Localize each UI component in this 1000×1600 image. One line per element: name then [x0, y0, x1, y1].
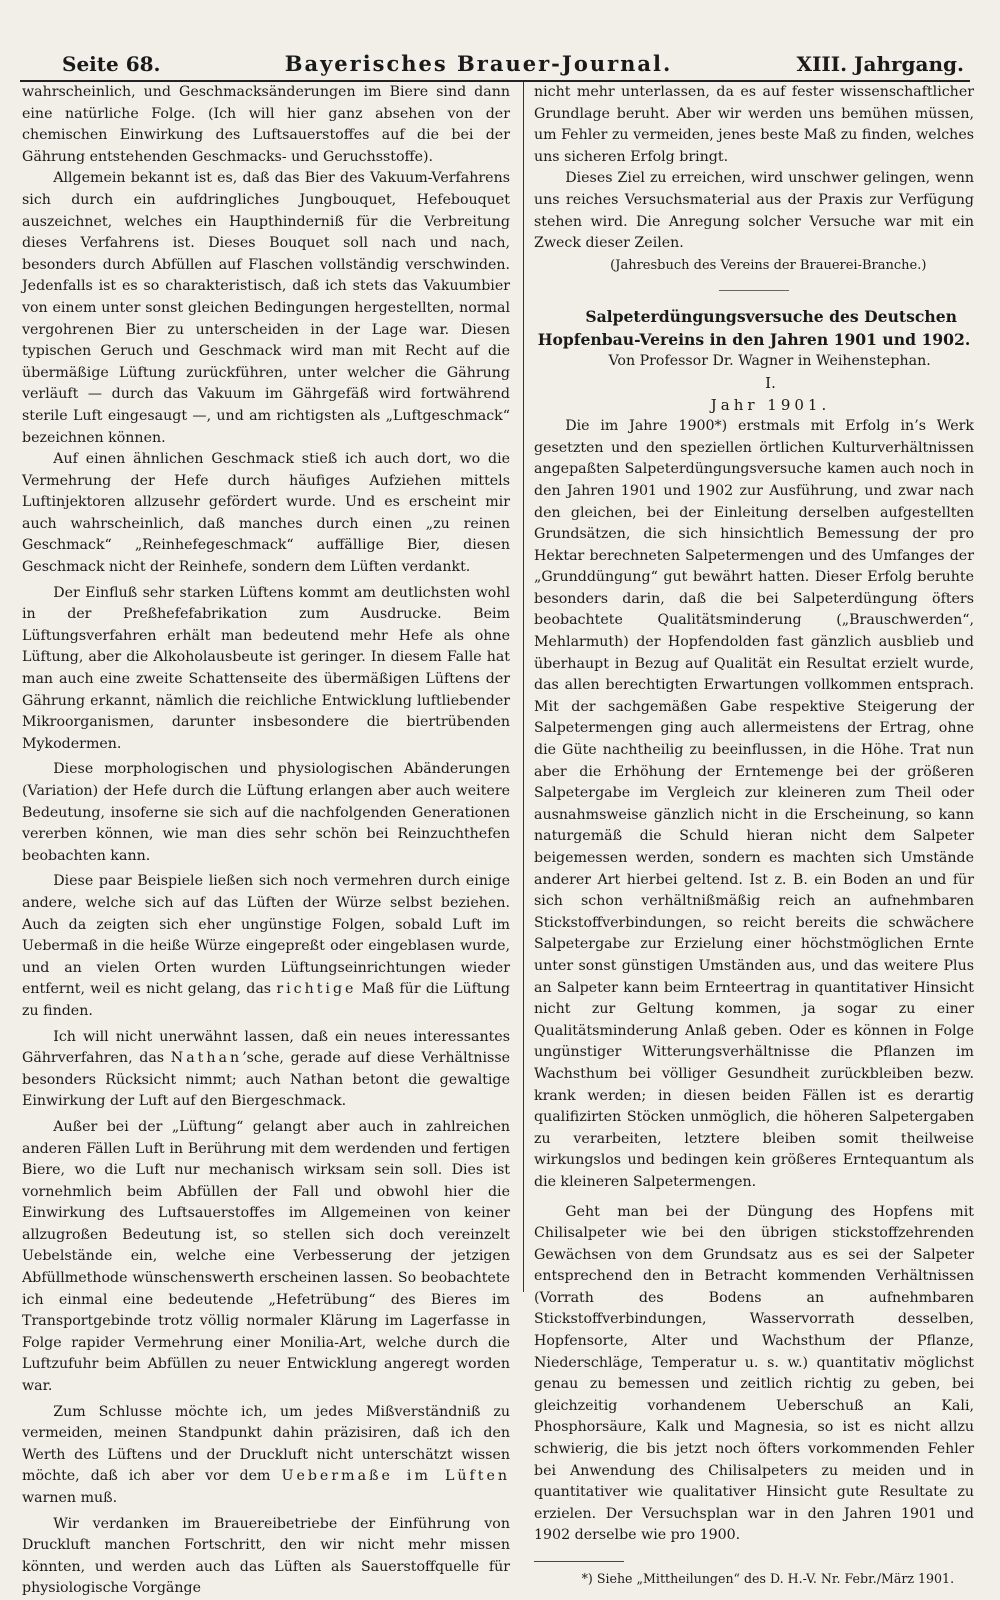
text-run: Zum Schlusse möchte ich, um jedes Mißverständniß zu vermeiden, meinen Standpunkt dahin präzisiren, daß ich den Werth des Lüftens und der Druckluft nicht unterschätzt wissen möchte, daß ich aber vor dem [22, 1403, 510, 1485]
emphasis-text: Nathan [170, 1050, 243, 1067]
paragraph: Wir verdanken im Brauereibetriebe der Einführung von Druckluft manchen Fortschritt, den wir nicht mehr missen könnten, und werden auch das Lüften als Sauerstoffquelle für physiologische Vorgänge [22, 1515, 510, 1597]
right-column [534, 82, 974, 1586]
paragraph: Die im Jahre 1900*) erstmals mit Erfolg in’s Werk gesetzten und den speziellen örtlichen Kulturverhältnissen angepaßten Salpeterdüngungsversuche kamen auch noch in den Jahren 1901 und 1902 zur Ausführung, und zwar nach den gleichen, bei der Einleitung derselben aufgestellten Grundsätzen, die sich hinsichtlich Bemessung der pro Hektar berechneten Salpetermengen und des Umfanges der „Grunddüngung“ gut bewährt hatten. Dieser Erfolg beruhte besonders darin, daß die bei Salpeterdüngung öfters beobachtete Qualitätsminderung („Brauschwerden“, Mehlarmuth) der Hopfendolden fast gänzlich ausblieb und überhaupt in Bezug auf Qualität ein Resultat erzielt wurde, das allen berechtigten Erwartungen vollkommen entsprach. Mit der sachgemäßen Gabe respektive Steigerung der Salpetermengen ging auch allermeistens der Ertrag, ohne die Güte nachtheilig zu beeinflussen, in die Höhe. Trat nun aber die Erhöhung der Erntemenge bei der größeren Salpetergabe im Vergleich zur kleineren zum Theil oder ausnahmsweise gänzlich nicht in die Erscheinung, so kann naturgemäß die Schuld hieran nicht dem Salpeter beigemessen werden, sondern es machten sich Umstände anderer Art hierbei geltend. Ist z. B. ein Boden an und für sich schon verhältnißmäßig reich an aufnehmbaren Stickstoffverbindungen, so reicht bereits die schwächere Salpetergabe zur Erzielung einer höchstmöglichen Ernte unter sonst günstigen Umständen aus, und das weitere Plus an Salpeter kann beim Ernteertrag in quantitativer Hinsicht nicht zur Geltung kommen, ja sogar zu einer Qualitätsminderung Anlaß geben. Oder es können in Folge ungünstiger Witterungsverhältnisse die Pflanzen im Wachsthum bei völliger Gesundheit zurückbleiben bezw. krank werden; in diesen beiden Fällen ist es derartig qualifizirten Stöcken unmöglich, die höheren Salpetergaben zu verarbeiten, letztere bleiben somit theilweise wirkungslos und bedingen kein größeres Erntequantum als die kleineren Salpetermengen. [534, 418, 974, 1190]
text-run: ’sche, gerade auf diese Verhältnisse besonders Rücksicht nimmt; auch Nathan betont die gewaltige Einwirkung der Luft auf den Biergeschmack. [22, 1050, 510, 1110]
text-run: Maß für die Lüftung zu finden. [22, 981, 510, 1019]
column-divider [523, 82, 524, 1292]
section-separator [719, 290, 789, 291]
text-run: Diese paar Beispiele ließen sich noch vermehren durch einige andere, welche sich auf das Lüften der Würze selbst beziehen. Auch da zeigten sich eher ungünstige Folgen, sobald Luft im Uebermaß in die heiße Würze eingepreßt oder eingeblasen wurde, und an vielen Orten wurden Lüftungseinrichtungen wieder entfernt, weil es nicht gelang, das [22, 873, 510, 998]
paragraph [22, 1402, 510, 1510]
section-heading: Jahr 1901. [710, 395, 831, 414]
article-title: Salpeterdüngungsversuche des Deutschen Hopfenbau-Vereins in den Jahren 1901 und 1902. [537, 307, 971, 350]
paragraph: Auf einen ähnlichen Geschmack stieß ich auch dort, wo die Vermehrung der Hefe durch häufiges Aufziehen mittels Luftinjektoren allzusehr gefördert wurde. Und es erscheint mir auch wahrscheinlich, daß manches durch einen „zu reinen Geschmack“ „Reinhefegeschmack“ auffällige Bier, diesen Geschmack nicht der Reinhefe, sondern dem Lüften verdankt. [22, 451, 510, 576]
page-number: Seite 68. [62, 52, 161, 76]
paragraph: Der Einfluß sehr starken Lüftens kommt am deutlichsten wohl in der Preßhefefabrikation zum Ausdrucke. Beim Lüftungsverfahren erhält man bedeutend mehr Hefe als ohne Lüftung, aber die Alkoholausbeute ist geringer. In diesem Falle hat man auch eine zweite Schattenseite des übermäßigen Lüftens der Gährung erkannt, nämlich die reichliche Entwicklung luftliebender Mikroorganismen, darunter insbesondere die biertrübenden Mykodermen. [22, 584, 510, 752]
paragraph: Allgemein bekannt ist es, daß das Bier des Vakuum-Verfahrens sich durch ein aufdringliches Jungbouquet, Hefebouquet auszeichnet, welches ein Haupthinderniß für die Verbreitung dieses Verfahrens ist. Dieses Bouquet soll nach und nach, besonders durch Abfüllen auf Flaschen vollständig verschwinden. Jedenfalls ist es so charakteristisch, daß ich stets das Vakuumbier von einem unter sonst gleichen Bedingungen hergestellten, normal vergohrenen Bier zu unterscheiden in der Lage war. Diesen typischen Geruch und Geschmack wird man mit Recht auf die übermäßige Lüftung zurückführen, unter welcher die Gährung verläuft — durch das Vakuum im Gährgefäß wird fortwährend sterile Luft eingesaugt —, und am richtigsten als „Luftgeschmack“ bezeichnen können. [22, 170, 510, 446]
volume-label: XIII. Jahrgang. [796, 52, 964, 76]
section-number: I. [765, 373, 776, 392]
paragraph: wahrscheinlich, und Geschmacksänderungen im Biere sind dann eine natürliche Folge. (Ich will hier ganz absehen von der chemischen Einwirkung des Luftsauerstoffes auf die bei der Gährung entstehenden Geschmacks- und Geruchsstoffe). [22, 84, 510, 165]
text-run: warnen muß. [22, 1490, 118, 1506]
paragraph [22, 1027, 510, 1113]
emphasis-text: Uebermaße im Lüften [281, 1468, 510, 1485]
source-citation: (Jahresbuch des Vereins der Brauerei-Branche.) [610, 257, 927, 273]
paragraph: Dieses Ziel zu erreichen, wird unschwer gelingen, wenn uns reiches Versuchsmaterial aus der Praxis zur Verfügung stehen wird. Die Anregung solcher Versuche war mit ein Zweck dieser Zeilen. [534, 170, 974, 252]
footnote-rule [534, 1561, 624, 1562]
paragraph [22, 871, 510, 1022]
paragraph: Diese morphologischen und physiologischen Abänderungen (Variation) der Hefe durch die Lüftung erlangen aber auch weitere Bedeutung, insoferne sie sich auf die nachfolgenden Generationen vererben können, wie man dies sehr schön bei Reinzuchthefen beobachten kann. [22, 761, 510, 864]
journal-title: Bayerisches Brauer-Journal. [284, 51, 673, 76]
page-header [62, 42, 964, 76]
emphasis-text: richtige [276, 981, 357, 998]
paragraph: Geht man bei der Düngung des Hopfens mit Chilisalpeter wie bei den übrigen stickstoffzehrenden Gewächsen von dem Grundsatz aus es sei der Salpeter entsprechend den in Betracht kommenden Verhältnissen (Vorrath des Bodens an aufnehmbaren Stickstoffverbindungen, Wasservorrath desselben, Hopfensorte, Alter und Wachsthum der Pflanze, Niederschläge, Temperatur u. s. w.) quantitativ möglichst genau zu bemessen und zeitlich richtig zu geben, bei gleichzeitig vorhandenem Ueberschuß an Kali, Phosphorsäure, Kalk und Magnesia, so ist es nicht allzu schwierig, die bis jetzt noch öfters vorkommenden Fehler bei Anwendung des Chilisalpeters zu meiden und in quantitativer wie qualitativer Hinsicht gute Resultate zu erzielen. Der Versuchsplan war in den Jahren 1901 und 1902 derselbe wie pro 1900. [534, 1203, 974, 1544]
footnote: *) Siehe „Mittheilungen“ des D. H.-V. Nr. Febr./März 1901. [581, 1571, 955, 1586]
paragraph: nicht mehr unterlassen, da es auf fester wissenschaftlicher Grundlage beruht. Aber wir werden uns bemühen müssen, um Fehler zu vermeiden, jenes beste Maß zu finden, welches uns sicheren Erfolg bringt. [534, 84, 974, 165]
article-byline: Von Professor Dr. Wagner in Weihenstephan. [608, 353, 931, 370]
paragraph: Außer bei der „Lüftung“ gelangt aber auch in zahlreichen anderen Fällen Luft in Berührung mit dem werdenden und fertigen Biere, wo die Luft nur mechanisch wirksam sein soll. Dies ist vornehmlich beim Abfüllen der Fall und obwohl hier die Einwirkung des Luftsauerstoffes im Allgemeinen von keiner allzugroßen Bedeutung ist, so stellen sich doch vereinzelt Uebelstände ein, welche eine Verbesserung der jetzigen Abfüllmethode wünschenswerth erscheinen lassen. So beobachtete ich einmal eine bedeutende „Hefetrübung“ des Bieres im Transportgebinde trotz völlig normaler Klärung im Lagerfasse in Folge rapider Vermehrung einer Monilia-Art, welche durch die Luftzufuhr beim Abfüllen zu neuer Entwicklung angeregt worden war. [22, 1118, 510, 1395]
text-run: Ich will nicht unerwähnt lassen, daß ein neues interessantes Gährverfahren, das [22, 1028, 510, 1067]
left-column [22, 82, 510, 1597]
